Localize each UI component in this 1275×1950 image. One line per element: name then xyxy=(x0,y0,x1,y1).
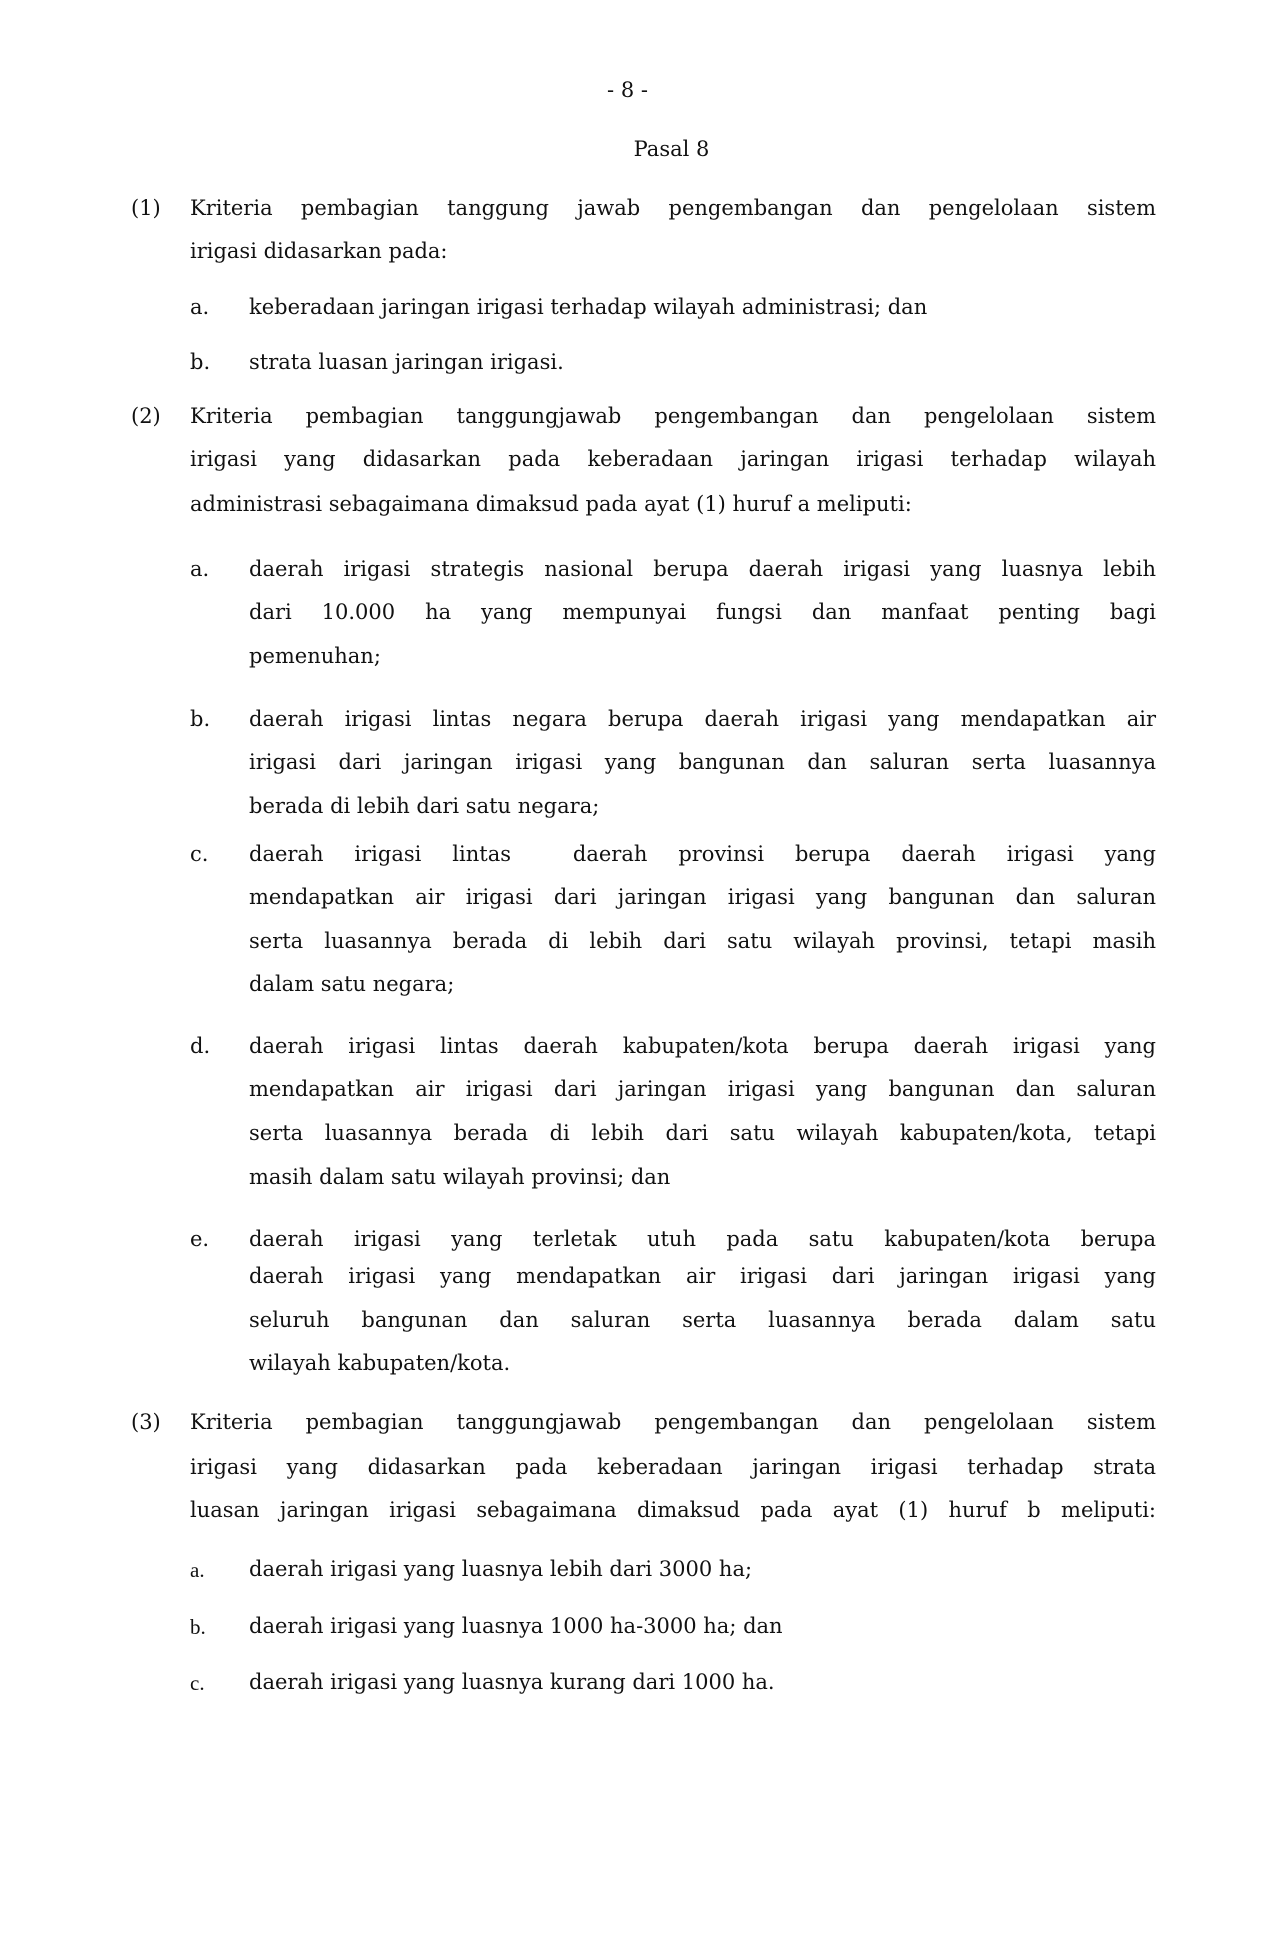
item-text-line: irigasi dari jaringan irigasi yang bangunan dan saluran serta luasannya xyxy=(249,750,1156,774)
section-label: (3) xyxy=(131,1410,161,1434)
item-text-line: daerah irigasi yang luasnya 1000 ha-3000 ha; dan xyxy=(249,1614,783,1638)
section-label: (2) xyxy=(131,404,161,428)
section-text-line: administrasi sebagaimana dimaksud pada ayat (1) huruf a meliputi: xyxy=(190,492,912,516)
item-text-line: wilayah kabupaten/kota. xyxy=(249,1351,511,1375)
page-number: - 8 - xyxy=(607,78,648,102)
item-text-line: daerah irigasi yang luasnya lebih dari 3000 ha; xyxy=(249,1557,753,1581)
item-text-line: daerah irigasi lintas negara berupa daerah irigasi yang mendapatkan air xyxy=(249,707,1156,731)
item-label: a. xyxy=(190,557,210,581)
item-label: c. xyxy=(190,1671,205,1695)
item-label: d. xyxy=(190,1034,211,1058)
item-text-line: seluruh bangunan dan saluran serta luasannya berada dalam satu xyxy=(249,1308,1156,1332)
item-label: c. xyxy=(190,842,209,866)
item-text-line: mendapatkan air irigasi dari jaringan irigasi yang bangunan dan saluran xyxy=(249,1077,1156,1101)
section-label: (1) xyxy=(131,196,161,220)
item-text-line: masih dalam satu wilayah provinsi; dan xyxy=(249,1165,671,1189)
section-text-line: irigasi didasarkan pada: xyxy=(190,239,448,263)
section-text-line: Kriteria pembagian tanggungjawab pengembangan dan pengelolaan sistem xyxy=(190,404,1156,428)
article-title: Pasal 8 xyxy=(633,137,710,161)
item-text-line: daerah irigasi lintas daerah provinsi berupa daerah irigasi yang xyxy=(249,842,1156,866)
section-text-line: luasan jaringan irigasi sebagaimana dimaksud pada ayat (1) huruf b meliputi: xyxy=(190,1498,1156,1522)
item-text-line: dalam satu negara; xyxy=(249,972,455,996)
item-text-line: daerah irigasi yang mendapatkan air irigasi dari jaringan irigasi yang xyxy=(249,1264,1156,1288)
item-label: a. xyxy=(190,1558,205,1582)
item-text-line: daerah irigasi lintas daerah kabupaten/kota berupa daerah irigasi yang xyxy=(249,1034,1156,1058)
item-text-line: dari 10.000 ha yang mempunyai fungsi dan manfaat penting bagi xyxy=(249,600,1156,624)
item-text-line: serta luasannya berada di lebih dari satu wilayah provinsi, tetapi masih xyxy=(249,929,1156,953)
item-text-line: pemenuhan; xyxy=(249,644,381,668)
item-text-line: serta luasannya berada di lebih dari satu wilayah kabupaten/kota, tetapi xyxy=(249,1121,1156,1145)
section-text-line: Kriteria pembagian tanggungjawab pengembangan dan pengelolaan sistem xyxy=(190,1410,1156,1434)
item-text-line: daerah irigasi yang terletak utuh pada satu kabupaten/kota berupa xyxy=(249,1227,1156,1251)
item-label: e. xyxy=(190,1227,210,1251)
section-text-line: irigasi yang didasarkan pada keberadaan jaringan irigasi terhadap wilayah xyxy=(190,447,1156,471)
item-text-line: berada di lebih dari satu negara; xyxy=(249,794,600,818)
item-text-line: strata luasan jaringan irigasi. xyxy=(249,350,564,374)
item-text-line: keberadaan jaringan irigasi terhadap wilayah administrasi; dan xyxy=(249,295,928,319)
item-label: a. xyxy=(190,295,210,319)
item-label: b. xyxy=(190,707,211,731)
item-label: b. xyxy=(190,1615,206,1639)
section-text-line: Kriteria pembagian tanggung jawab pengembangan dan pengelolaan sistem xyxy=(190,196,1156,220)
item-text-line: daerah irigasi yang luasnya kurang dari 1000 ha. xyxy=(249,1670,775,1694)
item-text-line: daerah irigasi strategis nasional berupa daerah irigasi yang luasnya lebih xyxy=(249,557,1156,581)
item-text-line: mendapatkan air irigasi dari jaringan irigasi yang bangunan dan saluran xyxy=(249,885,1156,909)
section-text-line: irigasi yang didasarkan pada keberadaan jaringan irigasi terhadap strata xyxy=(190,1455,1156,1479)
item-label: b. xyxy=(190,350,211,374)
